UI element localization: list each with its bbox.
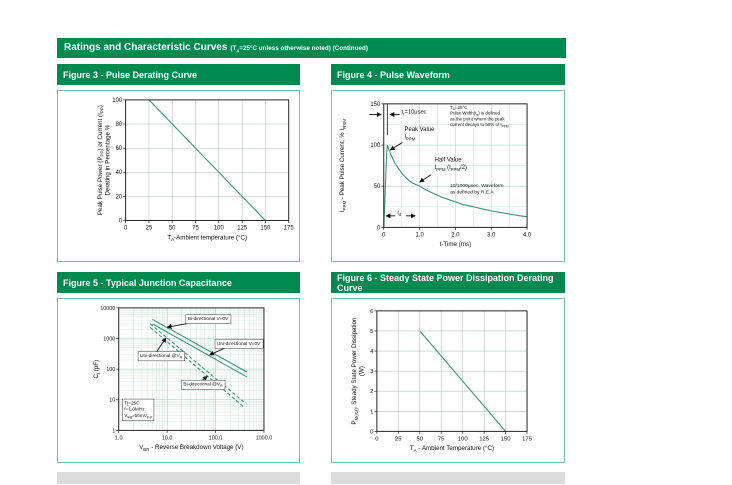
x-tick-label: 0	[375, 436, 379, 443]
figure-6-title: Figure 6 - Steady State Power Dissipation Derating Curve	[337, 272, 554, 293]
section-condition: ($T_A=25^\circ C$ unless otherwise noted) (Continued)	[230, 45, 368, 54]
svg-text:10/1000μsec. Waveformas define: 10/1000μsec. Waveform as defined by R.E.A	[450, 184, 504, 196]
y-tick-label: 100	[370, 143, 381, 150]
x-tick-label: 25	[395, 436, 402, 443]
x-tick-label: 4.0	[522, 232, 532, 239]
x-tick-label: 125	[237, 225, 248, 232]
annotation	[450, 105, 509, 129]
y-tick-label: 0	[376, 225, 381, 232]
svg-text:Bi-directional V=0V: Bi-directional V=0V	[187, 317, 229, 323]
annotation	[122, 399, 154, 421]
figure-5-title: Figure 5 - Typical Junction Capacitance	[63, 277, 232, 288]
y-tick-label: 0	[370, 429, 374, 436]
figure-5-box	[57, 298, 300, 463]
x-tick-label: 100	[457, 436, 468, 443]
svg-text:Uni-directional @VR: Uni-directional $@V_R$	[140, 353, 183, 360]
plot-area	[351, 309, 533, 453]
x-tick-label: 75	[437, 436, 445, 443]
x-axis-label: t-Time (ms)	[439, 241, 472, 249]
figure-3-title-bar	[57, 64, 300, 85]
annotation	[215, 339, 263, 348]
svg-text:Bi-directional @VR: Bi-directional $@V_R$	[183, 382, 223, 388]
x-tick-label: 1.0	[415, 232, 424, 239]
y-tick-label: 40	[115, 170, 123, 177]
x-tick-label: 150	[260, 225, 271, 232]
bottom-strip-right	[331, 472, 565, 484]
figure-3-chart	[58, 91, 299, 261]
y-tick-label: 20	[115, 194, 123, 201]
x-tick-label: 50	[168, 225, 176, 232]
annotation	[435, 157, 467, 171]
annotation	[181, 380, 225, 389]
y-tick-label: 6	[370, 308, 374, 315]
x-tick-label: 0	[123, 225, 128, 232]
x-tick-label: 100.0	[208, 435, 223, 442]
y-axis-label: $C_j$ (pF)	[92, 359, 101, 379]
figure-6-chart	[332, 299, 564, 462]
figure-6-box	[331, 298, 565, 463]
x-tick-label: 75	[192, 225, 199, 232]
plot-area	[93, 306, 272, 452]
y-tick-label: 1000	[103, 336, 116, 343]
x-tick-label: 50	[416, 436, 424, 443]
x-axis-label: $T_A$ - Ambient Temperature (°C)	[409, 445, 495, 453]
y-axis-label: $P_{M(AV)}$, Steady State Power Dissipation	[351, 317, 359, 425]
svg-text:tr=10μsec: $t_r=10\mu\sec$	[401, 109, 427, 117]
plot-area	[339, 102, 532, 248]
section-title: Ratings and Characteristic Curves	[64, 42, 228, 53]
figure-4-chart	[332, 91, 564, 261]
y-tick-label: 3	[370, 369, 374, 376]
svg-text:Uni-directional V=0V: Uni-directional V=0V	[217, 341, 261, 347]
y-tick-label: 5	[370, 328, 374, 335]
figure-4-box	[331, 90, 565, 262]
x-tick-label: 175	[283, 225, 294, 232]
figure-5-title-bar	[57, 272, 300, 293]
y-tick-label: 0	[118, 218, 123, 225]
annotation-arrow	[390, 143, 402, 150]
y-tick-label: 50	[373, 184, 381, 191]
figure-4-title: Figure 4 - Pulse Waveform	[337, 69, 450, 80]
svg-text:Peak ValueIPPM: Peak Value $I_{PPM}$	[404, 127, 435, 142]
y-tick-label: 1	[112, 428, 116, 435]
y-axis-label: Derating in Percentage %	[104, 124, 112, 196]
y-tick-label: 10	[109, 397, 116, 404]
x-tick-label: 2.0	[451, 232, 460, 239]
y-axis-label: (W)	[358, 366, 366, 377]
y-axis-label: Peak Pulse Power $(P_{PP})$ or Current $(I_{PP})$	[96, 105, 105, 216]
annotation	[186, 315, 231, 324]
y-axis-label: $I_{PPM}$ - Peak Pulse Current, % $I_{RSM}$	[339, 118, 347, 213]
svg-text:TA=25°CPulse Width(td) is defi: $T_A=25^\circ C$ Pulse $Width(t_d)$ is defined as the point where the peak current decays to 50% of $I_{PPM}$	[450, 104, 509, 129]
annotation	[397, 210, 402, 217]
section-header-bar	[57, 38, 566, 58]
y-tick-label: 150	[370, 101, 381, 108]
figure-4-title-bar	[331, 64, 565, 85]
bottom-strip-left	[57, 472, 300, 484]
annotation	[450, 183, 503, 195]
figure-6-title-bar	[331, 272, 565, 293]
x-tick-label: 25	[145, 225, 153, 232]
figure-3-title: Figure 3 - Pulse Derating Curve	[63, 69, 198, 80]
y-tick-label: 2	[370, 389, 374, 396]
x-tick-label: 10.0	[161, 435, 173, 442]
annotation-arrow	[420, 175, 431, 182]
plot-area	[97, 98, 294, 242]
x-tick-label: 150	[500, 436, 511, 443]
y-tick-label: 100	[112, 97, 123, 104]
y-tick-label: 1	[370, 409, 374, 416]
x-tick-label: 1.0	[114, 435, 123, 442]
y-tick-label: 10000	[100, 305, 116, 312]
annotation	[402, 110, 427, 117]
x-tick-label: 1000.0	[255, 435, 273, 442]
y-tick-label: 4	[370, 349, 374, 356]
x-axis-label: $V_{BR}$ - Reverse Breakdown Voltage (V)	[139, 444, 244, 452]
x-tick-label: 125	[479, 436, 490, 443]
x-tick-label: 0	[382, 232, 386, 239]
y-tick-label: 60	[115, 146, 123, 153]
svg-text:Tj=25Cf=1.0MHzVsig=50mVp-p: Tj=25C f=1.0MHz $V_{sig}=50mV_{p-p}$	[124, 401, 152, 420]
y-tick-label: 100	[106, 367, 116, 374]
figure-3-box	[57, 90, 300, 262]
annotation	[138, 352, 185, 361]
svg-text:td: $t_d$	[397, 210, 402, 217]
x-tick-label: 175	[522, 436, 532, 443]
x-tick-label: 100	[213, 225, 224, 232]
series-pulse-derating	[149, 100, 265, 221]
x-axis-label: $T_A$-Ambient temperature (°C)	[167, 234, 248, 242]
figure-5-chart	[58, 299, 299, 462]
svg-text:Half ValueIPPM (IPPM/2): Half Value $I_{PPM}$ $(I_{PPM}/2)$	[434, 157, 467, 172]
x-tick-label: 3.0	[487, 232, 496, 239]
y-tick-label: 80	[115, 121, 123, 128]
